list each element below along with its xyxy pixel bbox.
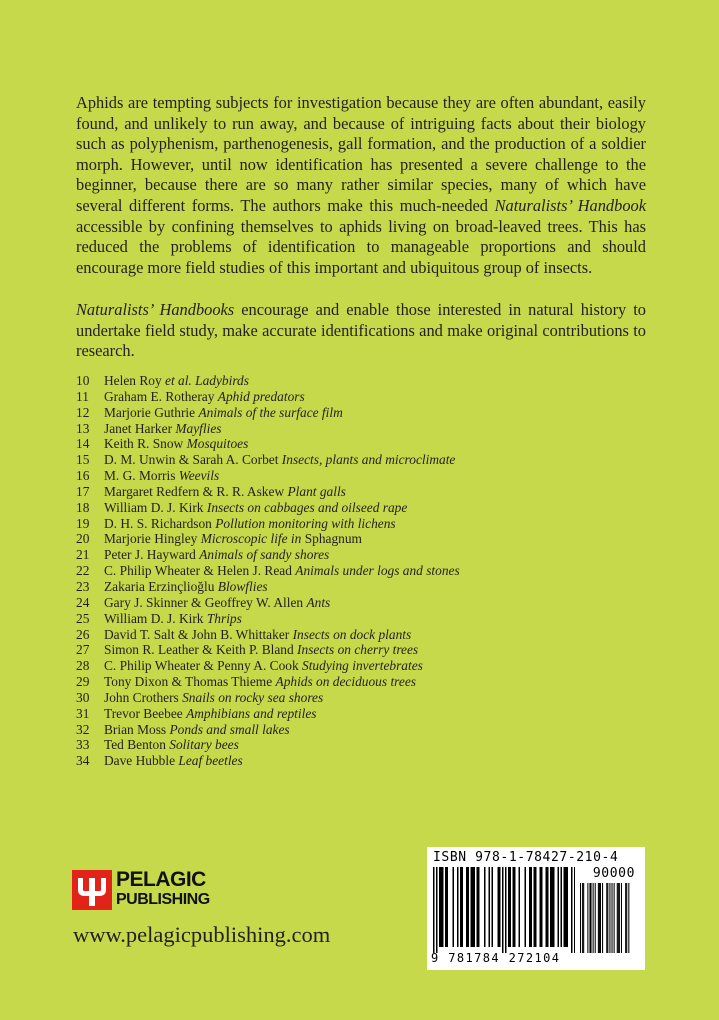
series-item: [76, 500, 636, 516]
series-item-33-run-1: Solitary bees: [169, 737, 239, 753]
ean13-barcode-bars: [431, 867, 575, 953]
publisher-name-line1: PELAGIC: [116, 868, 206, 891]
series-item-number: 15: [76, 452, 90, 468]
series-item-number: 11: [76, 388, 89, 404]
series-item-24-run-1: Ants: [306, 594, 331, 610]
series-item-23-run-0: Zakaria Erzinçlioğlu: [104, 578, 218, 594]
barcode-bar: [574, 867, 575, 953]
addon-bar: [625, 883, 626, 953]
addon-bar: [595, 883, 596, 953]
series-item-34-run-1: Leaf beetles: [178, 753, 243, 769]
series-item-18-run-1: Insects on cabbages and oilseed rape: [206, 499, 408, 515]
barcode-bar: [565, 867, 567, 947]
barcode-bar: [547, 867, 549, 947]
series-item-number: 13: [76, 420, 90, 436]
series-item-number: 12: [76, 404, 90, 420]
series-item-11-run-1: Aphid predators: [217, 388, 305, 404]
series-item-34-run-0: Dave Hubble: [104, 753, 179, 769]
series-item-25-run-0: William D. J. Kirk: [104, 610, 207, 626]
series-item: [76, 531, 636, 547]
addon-bar: [587, 883, 588, 953]
barcode-bar: [540, 867, 542, 947]
barcode-bar: [534, 867, 536, 947]
barcode-bar: [502, 867, 504, 953]
addon-bar: [589, 883, 590, 953]
barcode-bar: [462, 867, 464, 947]
series-item: [76, 547, 636, 563]
addon-bar: [593, 883, 594, 953]
series-item-26-run-1: Insects on dock plants: [292, 626, 412, 642]
series-item: [76, 405, 636, 421]
barcode-bar: [499, 867, 501, 947]
series-item-number: 10: [76, 373, 90, 388]
series-item: [76, 722, 636, 738]
series-item-number: 29: [76, 674, 90, 690]
series-item-29-run-0: Tony Dixon & Thomas Thieme: [104, 674, 276, 690]
barcode-bar: [513, 867, 515, 947]
addon-bar: [602, 883, 603, 953]
barcode-bar: [546, 867, 548, 947]
barcode-bar: [484, 867, 486, 947]
series-item: [76, 563, 636, 579]
barcode-bar: [498, 867, 500, 947]
series-item-19-run-1: Pollution monitoring with lichens: [215, 515, 396, 531]
price-code: 90000: [592, 866, 635, 881]
series-item-24-run-0: Gary J. Skinner & Geoffrey W. Allen: [104, 594, 307, 610]
series-item: [76, 706, 636, 722]
barcode-bar: [553, 867, 555, 947]
addon-bar: [621, 883, 622, 953]
barcode-bar: [492, 867, 494, 947]
addon-bar: [614, 883, 615, 953]
barcode-bar: [457, 867, 459, 947]
series-item-30-run-1: Snails on rocky sea shores: [182, 689, 324, 705]
addon-bar: [618, 883, 619, 953]
series-item-number: 20: [76, 531, 90, 547]
description-paragraph-1-run-2: accessible by confining themselves to aphids living on broad-leaved trees. This has reduced the problems of identification to manageable proportions and should encourage more field studies of this important and ubiquitous group of insects.: [76, 216, 646, 277]
series-item-13-run-1: Mayflies: [175, 420, 222, 436]
pelagic-logo-icon: [72, 870, 112, 910]
series-item-number: 14: [76, 436, 90, 452]
series-item: [76, 579, 636, 595]
series-item-number: 19: [76, 515, 90, 531]
series-item: [76, 627, 636, 643]
series-item: [76, 516, 636, 532]
barcode-bar: [468, 867, 470, 947]
barcode-bar: [561, 867, 563, 947]
series-item-14-run-0: Keith R. Snow: [104, 436, 187, 452]
publisher-name-line2: PUBLISHING: [116, 891, 210, 908]
addon-bar: [617, 883, 618, 953]
series-item-19-run-0: D. H. S. Richardson: [104, 515, 216, 531]
series-item-number: 16: [76, 468, 90, 484]
addon-bar: [599, 883, 600, 953]
series-item-30-run-0: John Crothers: [104, 689, 183, 705]
series-item-25-run-1: Thrips: [206, 610, 242, 626]
barcode-bar: [571, 867, 573, 953]
series-item-20-run-1: Microscopic life in: [200, 531, 305, 547]
series-item-21-run-0: Peter J. Hayward: [104, 547, 200, 563]
series-item-29-run-1: Aphids on deciduous trees: [275, 674, 416, 690]
addon-bar: [628, 883, 629, 953]
barcode-bar: [552, 867, 554, 947]
barcode-bar: [471, 867, 473, 947]
series-item-17-run-0: Margaret Redfern & R. R. Askew: [104, 483, 288, 499]
barcode-bar: [508, 867, 510, 947]
series-item-number: 32: [76, 721, 90, 737]
description-paragraph-2-run-0: Naturalists’ Handbooks: [76, 300, 235, 319]
series-item: [76, 484, 636, 500]
barcode-bar: [472, 867, 474, 947]
series-item: [76, 389, 636, 405]
addon-bar: [580, 883, 581, 953]
series-item-14-run-1: Mosquitoes: [186, 436, 249, 452]
barcode-bar: [564, 867, 566, 947]
series-item: [76, 690, 636, 706]
addon-bar: [607, 883, 608, 953]
publisher-name: [116, 869, 210, 910]
series-item-32-run-0: Brian Moss: [104, 721, 170, 737]
addon-bar: [606, 883, 607, 953]
series-item-11-run-0: Graham E. Rotheray: [104, 388, 218, 404]
addon-barcode-bars: [580, 883, 636, 953]
series-item-22-run-0: C. Philip Wheater & Helen J. Read: [104, 563, 296, 579]
series-item-number: 24: [76, 594, 90, 610]
publisher-website: www.pelagicpublishing.com: [73, 922, 331, 947]
description-paragraph-1-run-0: Aphids are tempting subjects for investigation because they are often abundant, easily found, and unlikely to run away, and because of intriguing facts about their biology such as polyphenism, parthenogenesis, gall formation, and the production of a soldier morph. However, until now identification has presented a severe challenge to the beginner, because there are so many rather similar species, many of which have several different forms. The authors make this much-needed: [76, 93, 646, 215]
series-list: [76, 373, 636, 769]
series-item: [76, 436, 636, 452]
addon-bar: [619, 883, 620, 953]
series-item-number: 34: [76, 753, 90, 769]
series-item-number: 21: [76, 547, 90, 563]
barcode-bar: [439, 867, 441, 947]
series-item: [76, 674, 636, 690]
addon-bar: [583, 883, 584, 953]
series-item-10-run-0: Helen Roy: [104, 373, 165, 388]
addon-bar: [626, 883, 627, 953]
series-item: [76, 753, 636, 769]
series-item-28-run-0: C. Philip Wheater & Penny A. Cook: [104, 658, 303, 674]
series-item-number: 25: [76, 610, 90, 626]
barcode-bar: [505, 867, 507, 953]
series-item-27-run-0: Simon R. Leather & Keith P. Bland: [104, 642, 298, 658]
series-item-16-run-0: M. G. Morris: [104, 468, 179, 484]
addon-bar: [582, 883, 583, 953]
barcode-bar: [453, 867, 455, 947]
series-item-number: 33: [76, 737, 90, 753]
series-item-28-run-1: Studying invertebrates: [302, 658, 423, 674]
ean-digits: 9 781784 272104: [431, 951, 561, 965]
series-item: [76, 452, 636, 468]
barcode-bar: [441, 867, 443, 947]
series-item-number: 22: [76, 563, 90, 579]
series-item-number: 26: [76, 626, 90, 642]
series-item-22-run-1: Animals under logs and stones: [295, 563, 460, 579]
addon-bar: [600, 883, 601, 953]
series-item-23-run-1: Blowflies: [217, 578, 268, 594]
barcode-bar: [478, 867, 480, 947]
isbn-label: ISBN 978-1-78427-210-4: [433, 850, 619, 865]
isbn-barcode: [427, 847, 645, 970]
series-item: [76, 373, 636, 389]
barcode-bar: [535, 867, 537, 947]
series-item-number: 18: [76, 499, 90, 515]
barcode-bar: [433, 867, 435, 953]
addon-bar: [591, 883, 592, 953]
barcode-bar: [489, 867, 491, 947]
barcode-bar: [529, 867, 531, 947]
series-item-12-run-0: Marjorie Guthrie: [104, 404, 199, 420]
series-item-20-run-2: Sphagnum: [304, 531, 362, 547]
series-item-21-run-1: Animals of sandy shores: [199, 547, 330, 563]
barcode-bar: [550, 867, 552, 947]
addon-bar: [609, 883, 610, 953]
series-item-number: 30: [76, 689, 90, 705]
series-item-number: 31: [76, 705, 90, 721]
barcode-bar: [525, 867, 527, 947]
barcode-bar: [460, 867, 462, 947]
barcode-bar: [531, 867, 533, 947]
series-item-13-run-0: Janet Harker: [104, 420, 176, 436]
barcode-bar: [541, 867, 543, 947]
barcode-bar: [519, 867, 521, 947]
barcode-bar: [436, 867, 438, 953]
series-item-26-run-0: David T. Salt & John B. Whittaker: [104, 626, 293, 642]
series-item-31-run-1: Amphibians and reptiles: [186, 705, 317, 721]
series-item: [76, 737, 636, 753]
series-item-number: 23: [76, 578, 90, 594]
description-paragraph-1-run-1: Naturalists’ Handbook: [494, 195, 646, 215]
barcode-bar: [510, 867, 512, 947]
series-item: [76, 642, 636, 658]
series-item-33-run-0: Ted Benton: [104, 737, 170, 753]
series-item: [76, 611, 636, 627]
addon-bar: [598, 883, 599, 953]
description-paragraph-1: [76, 93, 646, 278]
addon-bar: [612, 883, 613, 953]
barcode-bar: [567, 867, 569, 947]
series-item-12-run-1: Animals of the surface film: [198, 404, 343, 420]
barcode-bar: [466, 867, 468, 947]
series-item-number: 28: [76, 658, 90, 674]
series-item-16-run-1: Weevils: [178, 468, 220, 484]
series-item-27-run-1: Insects on cherry trees: [297, 642, 419, 658]
series-item-number: 27: [76, 642, 90, 658]
series-item-number: 17: [76, 483, 90, 499]
series-item-17-run-1: Plant galls: [287, 483, 346, 499]
description-paragraph-2-run-1: encourage and enable those interested in natural history to undertake field study, make accurate identifications and make original contributions to research.: [76, 300, 646, 361]
series-item-18-run-0: William D. J. Kirk: [104, 499, 207, 515]
series-item-15-run-0: D. M. Unwin & Sarah A. Corbet: [104, 452, 282, 468]
publisher-logo: [72, 867, 232, 913]
series-item-32-run-1: Ponds and small lakes: [169, 721, 290, 737]
barcode-bar: [442, 867, 444, 947]
series-item: [76, 468, 636, 484]
series-item: [76, 595, 636, 611]
series-item-20-run-0: Marjorie Hingley: [104, 531, 201, 547]
barcode-bar: [558, 867, 560, 947]
series-item-31-run-0: Trevor Beebee: [104, 705, 187, 721]
barcode-bar: [447, 867, 449, 947]
barcode-bar: [445, 867, 447, 947]
series-item: [76, 658, 636, 674]
series-item-10-run-1: et al. Ladybirds: [165, 373, 249, 388]
barcode-bar: [474, 867, 476, 947]
series-item: [76, 421, 636, 437]
barcode-bar: [477, 867, 479, 947]
description-paragraph-2: [76, 300, 646, 362]
series-item-15-run-1: Insects, plants and microclimate: [281, 452, 456, 468]
barcode-bar: [514, 867, 516, 947]
